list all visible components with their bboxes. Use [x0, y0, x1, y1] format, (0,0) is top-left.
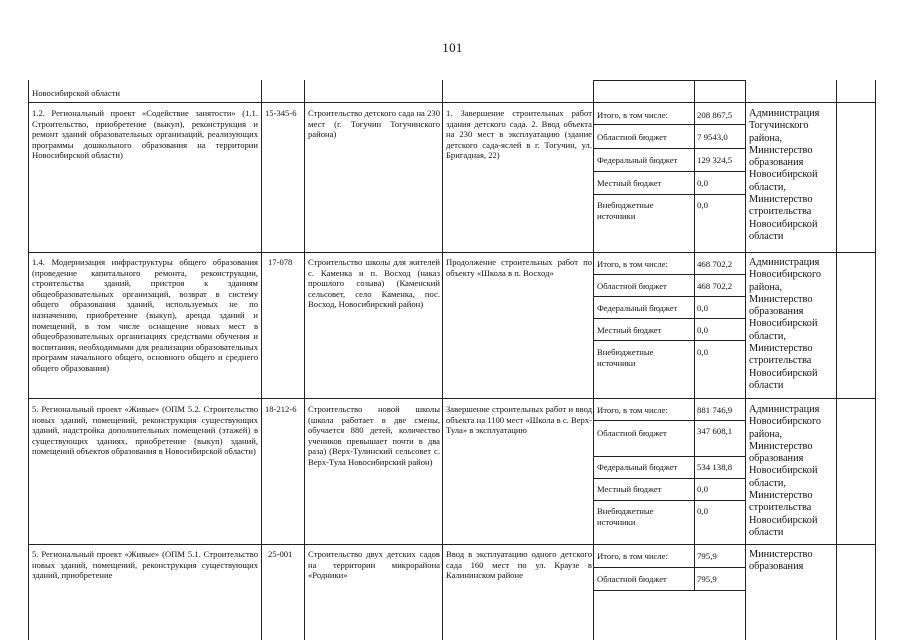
funding-line — [593, 420, 745, 421]
col-divider — [261, 80, 262, 640]
row2-total-value: 468 702,2 — [697, 259, 733, 269]
funding-line — [694, 398, 695, 544]
row4-code: 25-001 — [268, 549, 293, 559]
funding-line — [593, 567, 745, 568]
funding-line — [593, 148, 745, 149]
row-divider — [28, 252, 876, 253]
row2-object: Строительство школы для жителей с. Каменка и п. Восход (наказ прошлого созыва) (Каменский сельсовет, село Каменка, пос. Восход, Новосибирский район) — [308, 257, 440, 310]
row-divider — [28, 398, 876, 399]
row3-code: 18-212-6 — [265, 404, 297, 414]
row2-offbudget-label: Внебюджетные источники — [597, 347, 654, 368]
funding-line — [593, 456, 745, 457]
row3-total-label: Итого, в том числе: — [597, 405, 668, 415]
row1-responsible: Администрация Тогучинского района, Министерство образования Новосибирской области, Министерство строительства Новосибирской области — [749, 108, 820, 242]
row2-total-label: Итого, в том числе: — [597, 259, 668, 269]
row3-local-value: 0,0 — [697, 484, 708, 494]
col-divider — [304, 80, 305, 640]
row4-result: Ввод в эксплуатацию одного детского сада 160 мест по ул. Краузе в Калининском районе — [446, 549, 592, 581]
row4-responsible: Министерство образования — [749, 549, 813, 573]
row2-responsible: Администрация Новосибирского района, Министерство образования Новосибирской области, Министерство строительства Новосибирской области — [749, 257, 822, 391]
row1-total-value: 208 867,5 — [697, 110, 733, 120]
row2-project: 1.4. Модернизация инфраструктуры общего образования (проведение капитального ремонта, реконструкции, строительства зданий, пристроя к зданиям общеобразовательных организаций, возврат в систему общего образования зданий, используемых не по назначению, приобретение (выкуп), аренда зданий и помещений, в том числе оснащение новых мест в общеобразовательных организациях средствами обучения и воспитания, необходимыми для реализации образовательных программ начального общего, основного общего и среднего общего образования) — [32, 257, 258, 373]
row2-offbudget-value: 0,0 — [697, 347, 708, 357]
funding-line — [593, 340, 745, 341]
funding-line — [593, 590, 745, 591]
row1-offbudget-label: Внебюджетные источники — [597, 200, 654, 221]
row1-federal-label: Федеральный бюджет — [597, 155, 678, 165]
funding-box-edge — [593, 80, 745, 81]
row2-federal-label: Федеральный бюджет — [597, 303, 678, 313]
row3-object: Строительство новой школы (школа работает в две смены, обучается 880 детей, количество учеников превышает почти в два раза) (Верх-Тулинский сельсовет с. Верх-Тула Новосибирский район) — [308, 404, 440, 467]
row3-total-value: 881 746,9 — [697, 405, 733, 415]
row4-project: 5. Региональный проект «Живые» (ОПМ 5.1. Строительство новых зданий, помещений, реконструкция существующих зданий, приобретение — [32, 549, 258, 581]
funding-line — [593, 124, 745, 125]
col-divider — [745, 80, 746, 640]
row1-federal-value: 129 324,5 — [697, 155, 733, 165]
row3-responsible: Администрация Новосибирского района, Министерство образования Новосибирской области, Министерство строительства Новосибирской области — [749, 404, 822, 538]
row1-local-label: Местный бюджет — [597, 178, 662, 188]
row1-offbudget-value: 0,0 — [697, 200, 708, 210]
funding-line — [593, 274, 745, 275]
row4-regional-value: 795,9 — [697, 574, 717, 584]
funding-line — [694, 252, 695, 398]
row3-project: 5. Региональный проект «Живые» (ОПМ 5.2. Строительство новых зданий, помещений, реконструкция существующих зданий, надстройка дополнительных помещений (этажей) в существующих зданиях, приобретение (выкуп) зданий, помещений объектов образования в Новосибирской области) — [32, 404, 258, 457]
row3-offbudget-value: 0,0 — [697, 506, 708, 516]
row-divider — [28, 544, 876, 545]
row2-local-value: 0,0 — [697, 325, 708, 335]
funding-line — [593, 194, 745, 195]
row3-federal-label: Федеральный бюджет — [597, 462, 678, 472]
table-border-right — [875, 80, 876, 640]
row1-result: 1. Завершение строительных работ здания детского сада. 2. Ввод объекта на 230 мест в эксплуатацию (здание детского сада-яслей в г. Тогучин, ул. Бригадная, 22) — [446, 108, 592, 161]
row1-regional-value: 7 9543,0 — [697, 132, 728, 142]
row3-local-label: Местный бюджет — [597, 484, 662, 494]
page-number: 101 — [442, 40, 463, 55]
row1-project: 1.2. Региональный проект «Содействие занятости» (1.1. Строительство, приобретение (выкуп), реконструкция и ремонт зданий образовательных организаций, реализующих программы дошкольного образования на территории Новосибирской области) — [32, 108, 258, 161]
row3-federal-value: 534 138,8 — [697, 462, 733, 472]
row1-regional-label: Областной бюджет — [597, 132, 667, 142]
table-border-left — [28, 80, 29, 640]
row-divider — [28, 102, 876, 103]
funding-line — [694, 544, 695, 590]
row1-object: Строительство детского сада на 230 мест (г. Тогучин Тогучинского района) — [308, 108, 440, 140]
row2-result: Продолжение строительных работ по объекту «Школа в п. Восход» — [446, 257, 592, 278]
row4-regional-label: Областной бюджет — [597, 574, 667, 584]
col-divider — [593, 80, 594, 640]
row3-regional-label: Областной бюджет — [597, 428, 667, 438]
funding-line — [694, 102, 695, 252]
row3-regional-value: 347 608,1 — [697, 426, 733, 436]
col-divider — [836, 80, 837, 640]
funding-line — [593, 296, 745, 297]
row1-code: 15-345-6 — [265, 108, 297, 118]
row2-code: 17-078 — [268, 257, 293, 267]
row3-offbudget-label: Внебюджетные источники — [597, 506, 654, 527]
funding-line — [593, 478, 745, 479]
col-divider — [442, 80, 443, 640]
funding-line — [593, 318, 745, 319]
row3-result: Завершение строительных работ и ввод объекта на 1100 мест «Школа в с. Верх-Тула» в эксплуатацию — [446, 404, 592, 436]
row1-local-value: 0,0 — [697, 178, 708, 188]
row4-total-label: Итого, в том числе: — [597, 551, 668, 561]
funding-box-edge — [694, 80, 695, 102]
row1-total-label: Итого, в том числе: — [597, 110, 668, 120]
row4-total-value: 795,9 — [697, 551, 717, 561]
row2-regional-label: Областной бюджет — [597, 281, 667, 291]
row2-local-label: Местный бюджет — [597, 325, 662, 335]
row4-object: Строительство двух детских садов на территории микрорайона «Родники» — [308, 549, 440, 581]
row2-regional-value: 468 702,2 — [697, 281, 733, 291]
top-fragment-text: Новосибирской области — [32, 88, 121, 98]
funding-line — [593, 171, 745, 172]
row2-federal-value: 0,0 — [697, 303, 708, 313]
funding-line — [593, 500, 745, 501]
